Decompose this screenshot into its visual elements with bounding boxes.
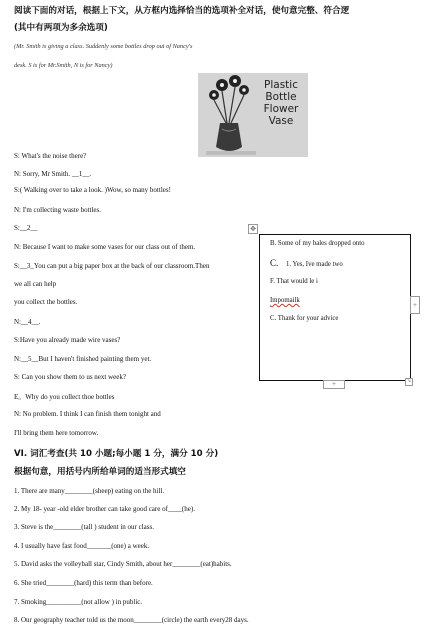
option-c-letter: C.	[270, 258, 279, 268]
exercise-item: 5. David asks the volleyball star, Cindy Smith, about her________(eat)habits.	[14, 560, 232, 568]
dialogue-line: S:__2__	[14, 224, 38, 232]
exercise-item: 6. She tried________(hard) this term than before.	[14, 579, 153, 587]
resize-handle-bottom[interactable]: +	[323, 380, 345, 389]
caption-line-2: Bottle	[265, 91, 297, 103]
dialogue-line: S:Have you already made wire vases?	[14, 336, 121, 344]
option-c-second: C. Thank for your advice	[270, 315, 339, 322]
option-f-continued: Impomailk	[270, 297, 300, 304]
dialogue-line: S: Can you show them to us next week?	[14, 373, 126, 381]
option-c-text: 1. Yes, Ive made two	[285, 261, 343, 268]
dialogue-line: S:__3_You can put a big paper box at the back of our classroom.Then	[14, 262, 210, 270]
exercise-item: 7. Smoking__________(not allow ) in public.	[14, 598, 143, 606]
section-title: VI. 词汇考查(共 10 小题;每小题 1 分，满分 10 分)	[14, 449, 219, 459]
context-line-1: (Mr. Smith is giving a class. Suddenly some bottles drop out of Nancy's	[14, 43, 193, 50]
dialogue-line: N: Sorry, Mr Smith. __1__.	[14, 170, 92, 178]
caption-line-4: Vase	[268, 115, 294, 127]
resize-corner-handle[interactable]: ↘	[406, 379, 412, 384]
vase-caption	[258, 79, 304, 127]
option-f: F. That would le i	[270, 278, 318, 285]
exercise-item: 2. My 18- year -old elder brother can take good care of____(he).	[14, 505, 195, 513]
context-line-2: desk. S is for Mr.Smith, N is for Nancy)	[14, 62, 113, 69]
options-box[interactable]	[259, 234, 411, 381]
section-subtitle: 根据句意，用括号内所给单词的适当形式填空	[14, 467, 186, 477]
dialogue-line: N:__5__But I haven't finished painting them yet.	[14, 355, 152, 363]
dialogue-line: S: What's the noise there?	[14, 152, 87, 160]
dialogue-line: N: No problem. I think I can finish them tonight and	[14, 410, 161, 418]
dialogue-line: you collect the bottles.	[14, 298, 78, 306]
move-handle-icon[interactable]: ✥	[248, 224, 258, 234]
option-b: B. Some of my bales dropped onto	[270, 240, 365, 247]
exercise-item: 1. There are many________(sheep) eating on the hill.	[14, 487, 165, 495]
exercise-item: 3. Steve is the________(tall ) student in our class.	[14, 523, 154, 531]
dialogue-line: we all can help	[14, 280, 57, 288]
dialogue-line: N: I'm collecting waste bottles.	[14, 206, 101, 214]
dialogue-line: I'll bring them here tomorrow.	[14, 429, 99, 437]
dialogue-line: N:__4__.	[14, 318, 41, 326]
exercise-item: 8. Our geography teacher told us the moon________(circle) the earth every28 days.	[14, 616, 249, 624]
caption-line-3: Flower	[263, 103, 299, 115]
caption-line-1: Plastic	[264, 79, 298, 91]
instructions-note: (其中有两项为多余选项)	[14, 23, 108, 33]
exercise-item: 4. I usually have fast food_______(one) a week.	[14, 542, 150, 550]
option-c	[270, 258, 343, 268]
vase-photo	[198, 73, 308, 157]
instructions-heading: 阅读下面的对话，根据上下文，从方框内选择恰当的选项补全对话，使句意完整、符合逻	[14, 6, 350, 16]
dialogue-line: S:( Walking over to take a look. )Wow, so many bottles!	[14, 186, 171, 194]
dialogue-line: N: Because I want to make some vases for our class out of them.	[14, 243, 196, 251]
resize-handle-right[interactable]: +	[410, 296, 420, 314]
dialogue-line: E。Why do you collect thoe bottles	[14, 393, 115, 401]
